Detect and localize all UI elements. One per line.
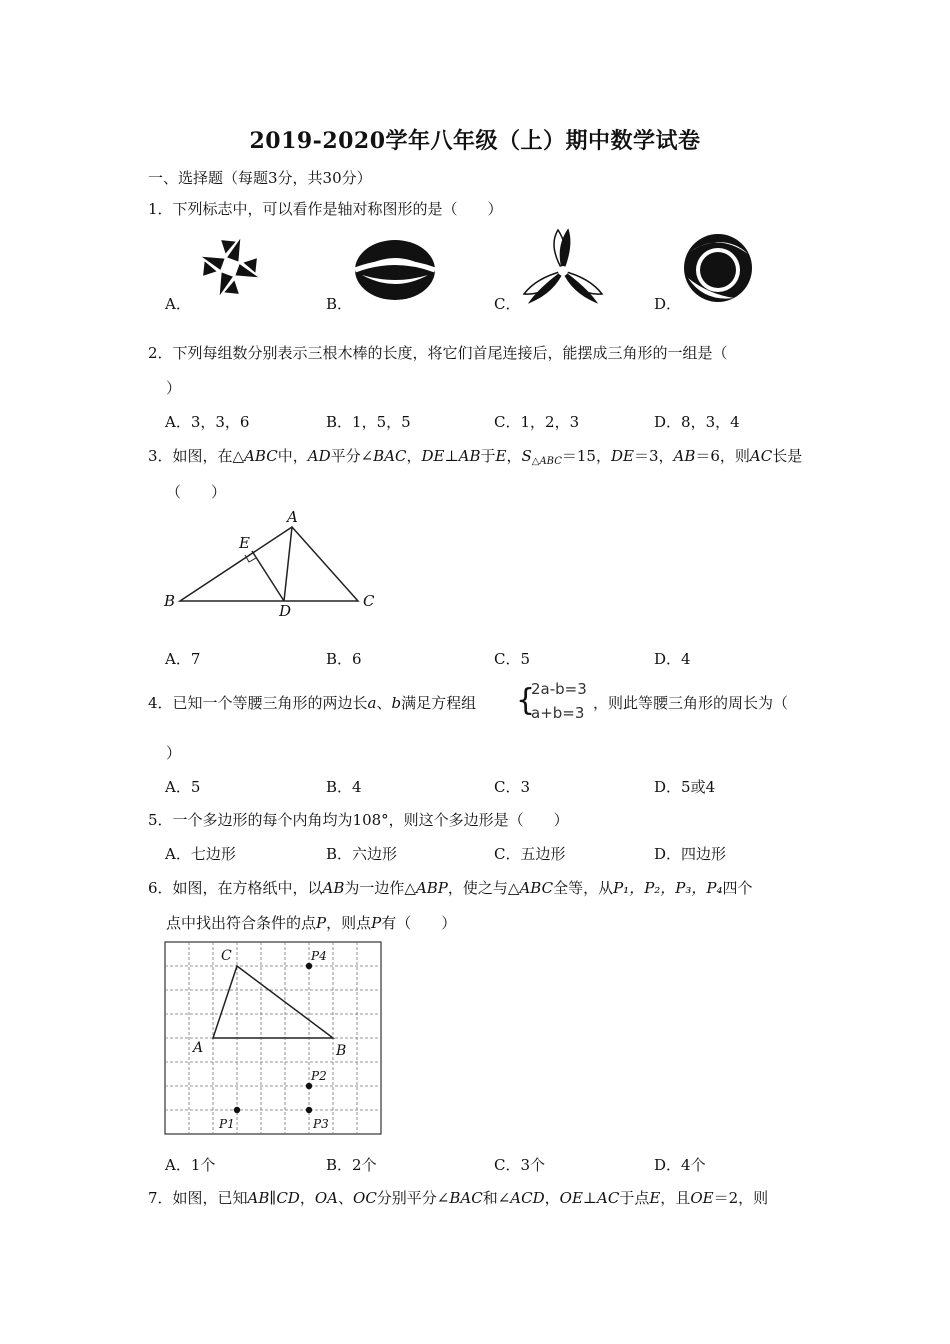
q2-option-a[interactable]: A．3，3，6 [165,413,250,431]
question-4-stem-tail: ，则此等腰三角形的周长为（ [593,694,789,712]
q3-option-d[interactable]: D．4 [654,650,691,668]
q6-label-a: A [193,1040,204,1056]
question-2-stem: 2．下列每组数分别表示三根木棒的长度，将它们首尾连接后，能摆成三角形的一组是（ [148,344,728,362]
question-6-stem-line2: 点中找出符合条件的点P，则点P有（ ） [166,914,457,932]
q4-equation-1: 2a-b=3 [531,680,587,698]
q1-option-b[interactable]: B． [326,295,353,313]
q6-label-b: B [336,1043,347,1059]
q4-option-b[interactable]: B．4 [326,778,362,796]
q3-option-a[interactable]: A．7 [165,650,201,668]
q6-label-p3: P3 [313,1117,329,1131]
question-3-stem-cont: （ ） [166,483,227,501]
question-4-stem-cont: ） [166,744,182,762]
q6-grid-figure [163,940,385,1138]
q3-label-c: C [363,592,375,610]
q2-option-c[interactable]: C．1，2，3 [494,413,580,431]
question-3-stem: 3．如图，在△ABC中，AD平分∠BAC，DE⊥AB于E，$S_{\triangle ABC}=15$，DE＝3，AB＝6，则AC长是 [148,447,803,467]
q1-option-d[interactable]: D． [654,295,682,313]
q6-option-c[interactable]: C．3个 [494,1156,546,1174]
question-1-stem: 1．下列标志中，可以看作是轴对称图形的是（ ） [148,200,503,218]
q3-label-b: B [164,592,176,610]
q4-equation-2: a+b=3 [531,704,585,722]
q5-option-b[interactable]: B．六边形 [326,845,398,863]
q3-label-d: D [279,602,292,620]
q1-option-c[interactable]: C． [494,295,521,313]
q3-option-b[interactable]: B．6 [326,650,362,668]
logo-b-image [350,235,440,305]
q4-option-d[interactable]: D．5或4 [654,778,716,796]
q2-option-b[interactable]: B．1，5，5 [326,413,411,431]
q1-option-a[interactable]: A． [165,295,191,313]
q6-option-a[interactable]: A．1个 [165,1156,216,1174]
q6-label-p4: P4 [311,949,327,963]
logo-a-image [190,230,270,305]
q6-label-p1: P1 [219,1117,235,1131]
logo-d-image [678,232,758,304]
q4-option-a[interactable]: A．5 [165,778,201,796]
q3-triangle-figure [160,506,385,621]
page-title: 2019-2020学年八年级（上）期中数学试卷 [249,128,701,154]
question-7-stem: 7．如图，已知AB∥CD，OA、OC分别平分∠BAC和∠ACD，OE⊥AC于点E，且OE＝2，则 [148,1189,769,1207]
q6-option-b[interactable]: B．2个 [326,1156,377,1174]
q3-label-e: E [239,534,250,552]
question-6-stem: 6．如图，在方格纸中，以AB为一边作△ABP，使之与△ABC全等，从P₁，P₂，P₃，P₄四个 [148,879,753,897]
q5-option-c[interactable]: C．五边形 [494,845,566,863]
section-heading: 一、选择题（每题3分，共30分） [148,169,372,187]
question-4-stem: 4．已知一个等腰三角形的两边长a、b满足方程组 [148,694,477,712]
q6-label-p2: P2 [311,1069,327,1083]
q5-option-a[interactable]: A．七边形 [165,845,236,863]
q3-label-a: A [287,508,298,526]
q6-option-d[interactable]: D．4个 [654,1156,706,1174]
q4-option-c[interactable]: C．3 [494,778,531,796]
q3-option-c[interactable]: C．5 [494,650,531,668]
q4-brace: { [516,683,536,718]
logo-c-image [518,226,608,306]
question-5-stem: 5．一个多边形的每个内角均为108°，则这个多边形是（ ） [148,811,569,829]
question-2-stem-cont: ） [166,379,182,397]
q5-option-d[interactable]: D．四边形 [654,845,727,863]
q2-option-d[interactable]: D．8，3，4 [654,413,740,431]
q6-label-c: C [221,948,232,964]
